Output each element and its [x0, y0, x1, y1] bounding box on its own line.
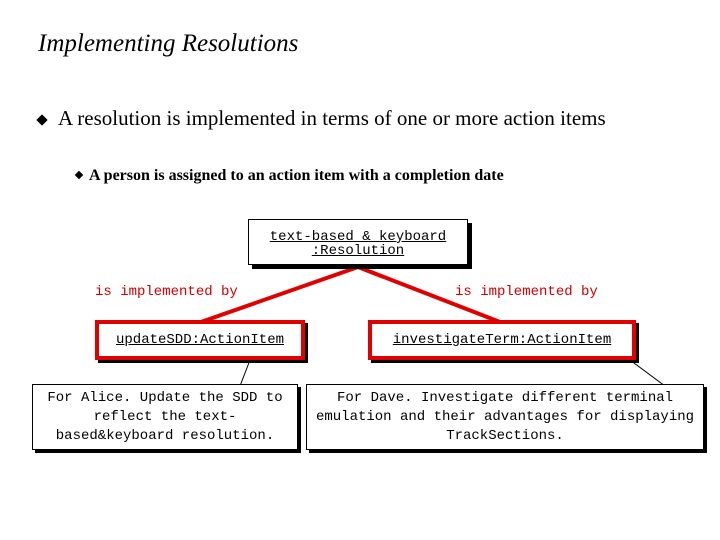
slide-title: Implementing Resolutions [38, 30, 299, 57]
resolution-name: text-based & keyboard [269, 229, 447, 245]
action-item-left: updateSDD:ActionItem [95, 320, 305, 360]
right-association-label: is implemented by [455, 284, 598, 300]
note-left: For Alice. Update the SDD to reflect the text-based&keyboard resolution. [32, 384, 298, 450]
bullet-sub-text: A person is assigned to an action item with a completion date [89, 167, 504, 184]
bullet-main-text: A resolution is implemented in terms of one or more action items [58, 106, 606, 130]
resolution-class: :Resolution [311, 243, 405, 259]
note-connector-left [240, 360, 250, 386]
resolution-object [248, 219, 468, 265]
action-item-right: investigateTerm:ActionItem [368, 320, 636, 360]
note-right: For Dave. Investigate different terminal emulation and their advantages for displaying TrackSections. [306, 384, 704, 450]
left-association-label: is implemented by [95, 284, 238, 300]
note-connector-right [630, 360, 665, 386]
